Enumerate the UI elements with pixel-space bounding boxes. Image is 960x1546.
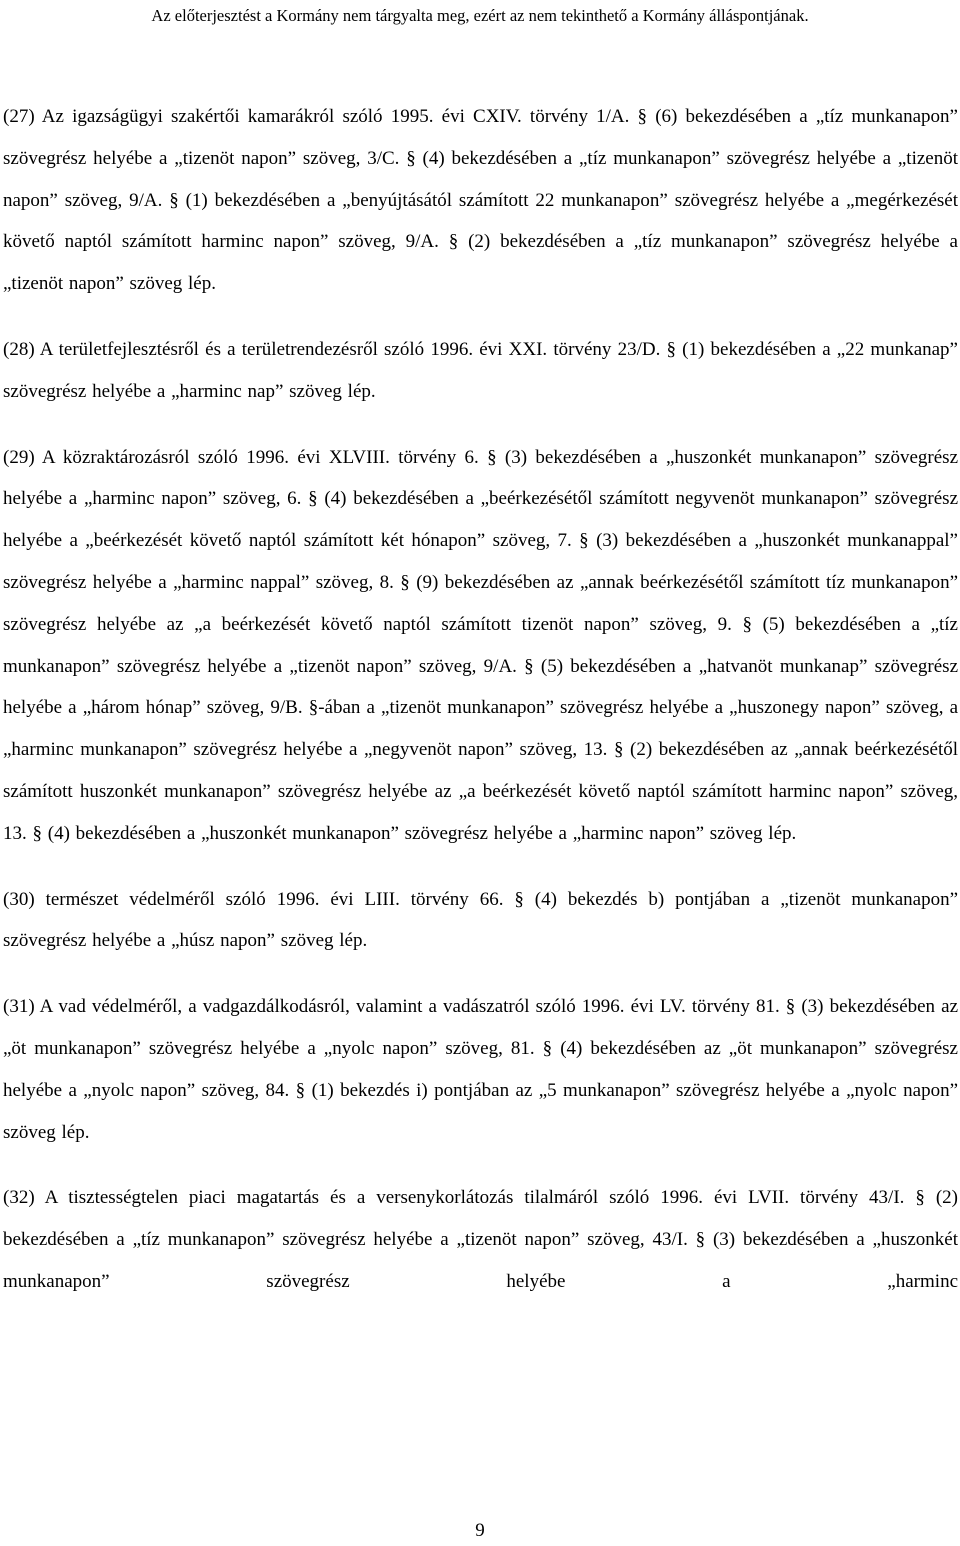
paragraph-31: (31) A vad védelméről, a vadgazdálkodásról, valamint a vadászatról szóló 1996. évi LV. törvény 81. § (3) bekezdésében az „öt munkanapon” szövegrész helyébe a „nyolc napon” szöveg, 81. § (4) bekezdésében az „öt munkanapon” szövegrész helyébe a „nyolc napon” szöveg, 84. § (1) bekezdés i) pontjában az „5 munkanapon” szövegrész helyébe a „nyolc napon” szöveg lép.: [3, 996, 958, 1143]
document-body: [3, 96, 958, 1303]
paragraph-28: (28) A területfejlesztésről és a területrendezésről szóló 1996. évi XXI. törvény 23/D. § (1) bekezdésében a „22 munkanap” szövegrész helyébe a „harminc nap” szöveg lép.: [3, 338, 958, 402]
page-number: 9: [475, 1520, 485, 1541]
paragraph-27: (27) Az igazságügyi szakértői kamarákról szóló 1995. évi CXIV. törvény 1/A. § (6) bekezdésében a „tíz munkanapon” szövegrész helyébe a „tizenöt napon” szöveg, 3/C. § (4) bekezdésében a „tíz munkanapon” szövegrész helyébe a „tizenöt napon” szöveg, 9/A. § (1) bekezdésében a „benyújtásától számított 22 munkanapon” szövegrész helyébe a „megérkezését követő naptól számított harminc napon” szöveg, 9/A. § (2) bekezdésében a „tíz munkanapon” szövegrész helyébe a „tizenöt napon” szöveg lép.: [3, 106, 958, 295]
paragraph-30: (30) természet védelméről szóló 1996. évi LIII. törvény 66. § (4) bekezdés b) pontjában a „tizenöt munkanapon” szövegrész helyébe a „húsz napon” szöveg lép.: [3, 888, 958, 952]
paragraph-29: (29) A közraktározásról szóló 1996. évi XLVIII. törvény 6. § (3) bekezdésében a „huszonkét munkanapon” szövegrész helyébe a „harminc napon” szöveg, 6. § (4) bekezdésében a „beérkezésétől számított negyvenöt munkanapon” szövegrész helyébe a „beérkezését követő naptól számított két hónapon” szöveg, 7. § (3) bekezdésében a „huszonkét munkanappal” szövegrész helyébe a „harminc nappal” szöveg, 8. § (9) bekezdésében az „annak beérkezésétől számított tíz munkanapon” szövegrész helyébe az „a beérkezését követő naptól számított tizenöt napon” szöveg, 9. § (5) bekezdésében a „tíz munkanapon” szövegrész helyébe a „tizenöt napon” szöveg, 9/A. § (5) bekezdésében a „hatvanöt munkanap” szövegrész helyébe a „három hónap” szöveg, 9/B. §-ában a „tizenöt munkanapon” szövegrész helyébe a „huszonegy napon” szöveg, a „harminc munkanapon” szövegrész helyébe a „negyvenöt napon” szöveg, 13. § (2) bekezdésében az „annak beérkezésétől számított huszonkét munkanapon” szövegrész helyébe az „a beérkezését követő naptól számított harminc napon” szöveg, 13. § (4) bekezdésében a „huszonkét munkanapon” szövegrész helyébe a „harminc napon” szöveg lép.: [3, 446, 958, 844]
page-header-notice: Az előterjesztést a Kormány nem tárgyalta meg, ezért az nem tekinthető a Kormány álláspontjának.: [151, 6, 809, 25]
paragraph-32: (32) A tisztességtelen piaci magatartás és a versenykorlátozás tilalmáról szóló 1996. évi LVII. törvény 43/I. § (2) bekezdésében a „tíz munkanapon” szövegrész helyébe a „tizenöt napon” szöveg, 43/I. § (3) bekezdésében a „huszonkét munkanapon” szövegrész helyébe a „harminc: [3, 1187, 958, 1292]
